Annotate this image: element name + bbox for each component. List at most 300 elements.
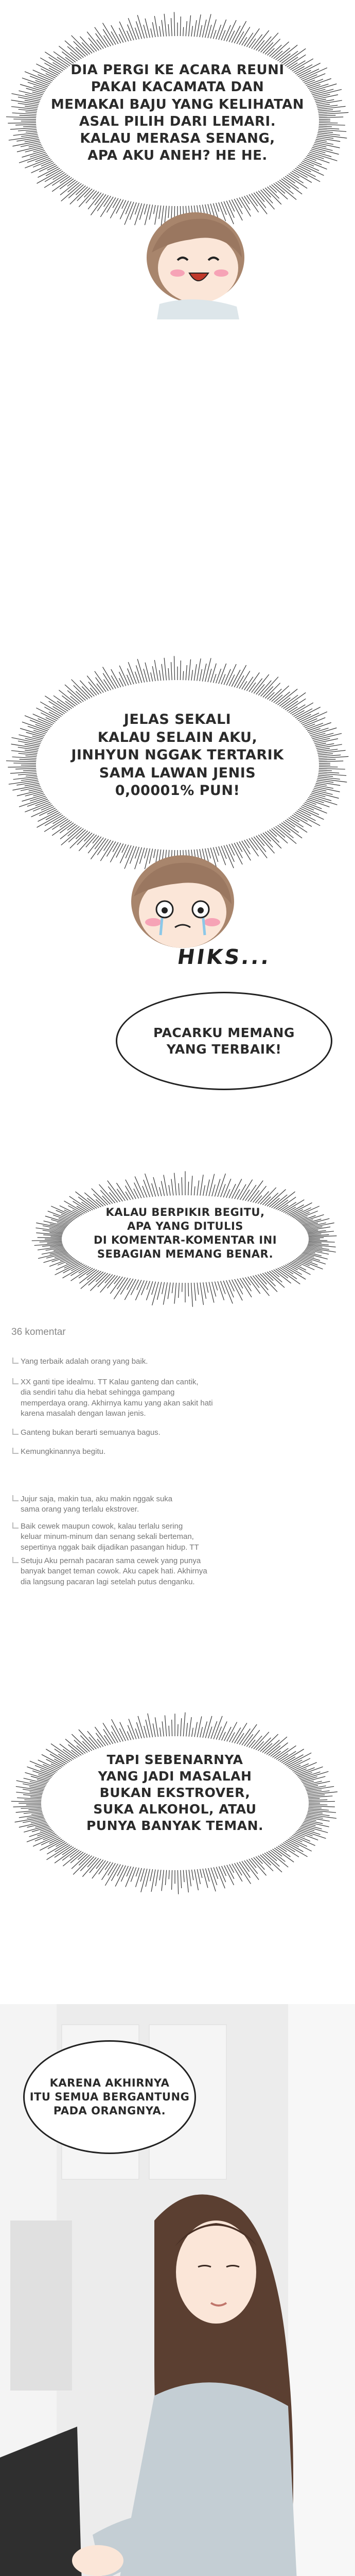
emanata-line: [191, 26, 193, 36]
emanata-line: [319, 115, 336, 116]
emanata-line: [13, 1806, 42, 1807]
emanata-line: [111, 31, 118, 44]
emanata-line: [113, 198, 118, 208]
emanata-line: [23, 126, 37, 127]
emanata-line: [188, 1283, 189, 1296]
emanata-line: [243, 1190, 250, 1200]
emanata-line: [197, 1283, 199, 1295]
emanata-line: [192, 1870, 193, 1880]
emanata-line: [194, 1187, 195, 1196]
emanata-line: [267, 831, 279, 843]
emanata-line: [295, 1833, 305, 1837]
emanata-line: [200, 1727, 203, 1737]
emanata-line: [141, 1869, 147, 1892]
emanata-line: [59, 690, 77, 705]
emanata-line: [57, 1223, 68, 1225]
emanata-line: [59, 46, 77, 61]
emanata-line: [70, 831, 88, 849]
emanata-line: [307, 799, 329, 807]
emanata-line: [216, 25, 221, 39]
emanata-line: [232, 1864, 242, 1882]
emanata-line: [319, 126, 332, 127]
emanata-line: [52, 822, 72, 836]
emanata-line: [60, 825, 78, 839]
emanata-line: [31, 1820, 45, 1823]
emanata-line: [162, 1282, 165, 1294]
emanata-line: [146, 1281, 152, 1300]
emanata-line: [181, 1718, 182, 1736]
emanata-line: [97, 40, 103, 48]
emanata-line: [253, 1276, 270, 1296]
emanata-line: [188, 1182, 189, 1195]
emanata-line: [41, 805, 53, 810]
emanata-line: [210, 20, 216, 39]
emanata-line: [55, 1844, 68, 1852]
emanata-line: [77, 188, 90, 201]
emanata-line: [299, 164, 324, 175]
emanata-line: [70, 187, 88, 205]
emanata-line: [270, 829, 277, 836]
emanata-line: [318, 755, 341, 756]
emanata-line: [121, 1866, 128, 1882]
emanata-line: [52, 178, 72, 192]
emanata-line: [159, 1187, 162, 1196]
emanata-line: [34, 1243, 62, 1245]
emanata-line: [309, 1240, 328, 1241]
emanata-line: [43, 1230, 63, 1233]
emanata-line: [94, 1194, 106, 1206]
emanata-line: [258, 681, 271, 696]
emanata-line: [110, 1277, 122, 1294]
emanata-line: [47, 1242, 62, 1243]
emanata-line: [209, 1174, 215, 1196]
emanata-line: [229, 1184, 236, 1198]
emanata-line: [316, 744, 342, 749]
emanata-line: [102, 1862, 113, 1880]
emanata-line: [12, 113, 37, 114]
emanata-line: [104, 196, 111, 207]
emanata-line: [191, 1176, 192, 1195]
emanata-line: [229, 1280, 234, 1291]
emanata-line: [280, 1845, 299, 1857]
emanata-line: [152, 22, 155, 37]
emanata-line: [313, 734, 342, 741]
emanata-line: [147, 1281, 150, 1290]
emanata-line: [137, 15, 145, 38]
emanata-line: [174, 1283, 176, 1304]
emanata-line: [318, 110, 333, 111]
emanata-line: [191, 670, 193, 680]
emanata-line: [29, 1792, 42, 1793]
emanata-line: [224, 1727, 231, 1741]
emanata-line: [267, 187, 279, 199]
emanata-line: [239, 1862, 250, 1878]
emanata-line: [197, 1180, 199, 1195]
emanata-line: [203, 1282, 206, 1299]
emanata-line: [119, 672, 126, 686]
emanata-line: [229, 31, 235, 42]
emanata-line: [313, 90, 342, 97]
emanata-line: [182, 1283, 183, 1292]
emanata-line: [127, 1279, 133, 1290]
emanata-line: [265, 188, 281, 205]
emanata-line: [289, 818, 304, 827]
emanata-line: [224, 669, 230, 685]
emanata-line: [276, 48, 290, 60]
emanata-line: [283, 178, 299, 189]
emanata-line: [215, 1179, 220, 1196]
emanata-line: [213, 30, 216, 39]
emanata-line: [97, 195, 108, 211]
emanata-line: [239, 671, 250, 688]
emanata-line: [318, 772, 339, 773]
emanata-line: [40, 1241, 62, 1242]
emanata-line: [108, 1180, 123, 1201]
emanata-line: [186, 665, 187, 680]
emanata-line: [104, 680, 111, 690]
emanata-line: [272, 686, 289, 702]
emanata-line: [110, 199, 120, 218]
emanata-line: [32, 1771, 51, 1777]
emanata-line: [296, 1768, 314, 1775]
emanata-line: [293, 1834, 310, 1841]
emanata-line: [306, 1786, 326, 1789]
emanata-line: [168, 668, 169, 680]
comment-item: Jujur saja, makin tua, aku makin nggak suka sama orang yang terlalu ekstrover.: [21, 1494, 329, 1515]
emanata-line: [114, 1276, 120, 1284]
emanata-line: [30, 1797, 42, 1798]
emanata-line: [315, 785, 333, 789]
emanata-line: [194, 20, 197, 37]
emanata-line: [90, 1859, 101, 1873]
emanata-line: [47, 809, 57, 814]
emanata-line: [249, 683, 256, 692]
emanata-line: [318, 131, 333, 132]
comment-item: XX ganti tipe idealmu. TT Kalau ganteng dan cantik, dia sendiri tahu dia hebat sehingga gampang memperdaya orang. Akhirnya kamu yang akan sakit hati karena masalah dengan lawan jenis.: [21, 1377, 329, 1419]
emanata-line: [25, 738, 42, 742]
emanata-line: [164, 1175, 167, 1195]
emanata-line: [31, 1813, 43, 1815]
emanata-line: [315, 141, 333, 145]
emanata-line: [112, 1732, 118, 1742]
emanata-line: [128, 1725, 133, 1740]
chibi-girl-laughing: [129, 196, 262, 319]
bubble-text-5: TAPI SEBENARNYA YANG JADI MASALAH BUKAN EKSTROVER, SUKA ALKOHOL, ATAU PUNYA BANYAK TEMAN.: [86, 1752, 264, 1833]
emanata-line: [16, 1792, 42, 1795]
emanata-line: [21, 143, 41, 147]
emanata-line: [308, 1809, 329, 1810]
emanata-line: [15, 124, 36, 125]
emanata-line: [65, 701, 74, 707]
emanata-line: [148, 1714, 153, 1737]
emanata-line: [84, 189, 92, 197]
emanata-line: [261, 677, 278, 697]
emanata-line: [289, 174, 304, 183]
emanata-line: [136, 1868, 142, 1887]
emanata-line: [97, 684, 103, 692]
emanata-line: [263, 833, 271, 841]
emanata-line: [145, 663, 150, 682]
emanata-line: [269, 1271, 282, 1282]
emanata-line: [6, 117, 36, 118]
emanata-line: [93, 836, 99, 843]
emanata-line: [189, 15, 191, 37]
emanata-line: [23, 770, 37, 771]
comment-count: 36 komentar: [11, 1327, 66, 1337]
emanata-line: [194, 1722, 197, 1737]
emanata-line: [272, 42, 289, 58]
emanata-line: [162, 20, 164, 37]
emanata-line: [150, 1869, 153, 1881]
emanata-line: [226, 1189, 230, 1198]
emanata-line: [144, 1180, 150, 1197]
emanata-line: [299, 1772, 321, 1778]
emanata-line: [219, 1867, 226, 1882]
emanata-line: [254, 837, 266, 852]
emanata-line: [19, 753, 37, 755]
emanata-line: [255, 1196, 261, 1203]
emanata-line: [134, 1182, 141, 1198]
emanata-line: [211, 1868, 217, 1885]
emanata-line: [13, 119, 36, 120]
emanata-line: [279, 1267, 296, 1279]
emanata-line: [90, 44, 97, 51]
emanata-line: [171, 662, 172, 680]
emanata-line: [267, 692, 274, 700]
emanata-line: [229, 1733, 235, 1742]
emanata-line: [205, 14, 211, 38]
emanata-line: [21, 787, 41, 791]
emanata-line: [20, 84, 45, 92]
emanata-line: [215, 1282, 217, 1291]
emanata-line: [246, 672, 259, 691]
emanata-line: [299, 1828, 321, 1835]
emanata-line: [316, 100, 342, 105]
emanata-line: [267, 48, 274, 56]
emanata-line: [307, 1813, 329, 1816]
emanata-line: [270, 689, 282, 700]
emanata-line: [229, 675, 235, 686]
bubble-text-4: KALAU BERPIKIR BEGITU, APA YANG DITULIS DI KOMENTAR-KOMENTAR INI SEBAGIAN MEMANG BENAR.: [93, 1206, 277, 1260]
emanata-line: [72, 1854, 87, 1869]
emanata-line: [162, 664, 164, 681]
emanata-line: [67, 46, 81, 59]
emanata-line: [153, 1723, 155, 1737]
emanata-line: [240, 1180, 252, 1200]
emanata-line: [306, 801, 316, 804]
emanata-line: [235, 1723, 247, 1743]
emanata-line: [318, 756, 348, 758]
emanata-line: [67, 690, 81, 703]
emanata-line: [303, 805, 314, 810]
emanata-line: [168, 1282, 170, 1299]
emanata-line: [20, 728, 45, 736]
emanata-line: [245, 1185, 256, 1201]
emanata-line: [281, 1844, 295, 1852]
emanata-line: [309, 1241, 335, 1242]
emanata-line: [245, 1277, 251, 1285]
emanata-line: [104, 36, 111, 46]
emanata-line: [18, 129, 37, 131]
emanata-line: [224, 25, 230, 41]
emanata-line: [97, 839, 108, 855]
emanata-line: [249, 1740, 255, 1748]
emanata-line: [211, 1721, 217, 1739]
emanata-line: [254, 1857, 264, 1870]
emanata-line: [100, 1190, 113, 1204]
emanata-line: [227, 1865, 234, 1879]
emanata-line: [9, 780, 38, 784]
emanata-line: [23, 1794, 42, 1796]
emanata-line: [128, 669, 134, 685]
emanata-line: [316, 138, 341, 141]
comment-item: Kemungkinannya begitu.: [21, 1447, 329, 1457]
emanata-line: [152, 666, 155, 681]
emanata-line: [26, 775, 37, 776]
emanata-line: [135, 1728, 139, 1739]
emanata-line: [169, 1185, 170, 1195]
emanata-line: [189, 1717, 191, 1737]
emanata-line: [159, 26, 161, 37]
emanata-line: [115, 1866, 126, 1887]
emanata-line: [15, 768, 36, 769]
emanata-line: [316, 783, 327, 785]
emanata-line: [292, 1836, 315, 1846]
emanata-line: [100, 197, 113, 217]
emanata-line: [246, 28, 259, 47]
emanata-line: [52, 819, 68, 829]
emanata-line: [290, 817, 299, 822]
emanata-line: [208, 25, 211, 38]
emanata-line: [300, 1771, 329, 1780]
emanata-line: [25, 106, 38, 108]
emanata-line: [151, 672, 153, 681]
emanata-line: [88, 837, 101, 853]
emanata-line: [117, 1865, 123, 1876]
emanata-line: [32, 1240, 62, 1241]
emanata-line: [252, 679, 262, 692]
emanata-line: [154, 660, 158, 681]
emanata-line: [283, 822, 299, 833]
emanata-line: [249, 1859, 256, 1868]
emanata-line: [19, 1821, 46, 1827]
bubble-text-3: PACARKU MEMANG YANG TERBAIK!: [153, 1025, 295, 1057]
emanata-line: [314, 94, 330, 98]
emanata-line: [136, 665, 142, 683]
emanata-line: [60, 181, 78, 195]
emanata-line: [161, 1181, 164, 1196]
emanata-line: [18, 741, 40, 745]
emanata-line: [183, 27, 184, 37]
emanata-line: [206, 1180, 209, 1196]
emanata-line: [316, 139, 327, 141]
emanata-line: [19, 1815, 43, 1818]
emanata-line: [177, 1724, 178, 1736]
emanata-line: [239, 27, 250, 44]
emanata-line: [168, 24, 169, 36]
emanata-line: [131, 1867, 136, 1882]
emanata-line: [216, 669, 221, 683]
emanata-line: [252, 35, 262, 48]
emanata-line: [258, 37, 271, 52]
emanata-line: [312, 147, 339, 155]
emanata-line: [11, 1801, 41, 1802]
emanata-line: [310, 84, 336, 92]
emanata-line: [311, 149, 326, 153]
emanata-line: [189, 1870, 191, 1886]
emanata-line: [84, 1193, 101, 1207]
emanata-line: [203, 1185, 205, 1196]
emanata-line: [318, 775, 333, 776]
emanata-line: [111, 675, 118, 688]
emanata-line: [64, 1261, 79, 1268]
emanata-line: [119, 28, 126, 42]
emanata-line: [189, 659, 191, 681]
emanata-line: [312, 791, 339, 799]
emanata-line: [90, 688, 97, 695]
emanata-line: [67, 180, 76, 186]
emanata-line: [162, 1721, 164, 1736]
emanata-line: [55, 1846, 72, 1857]
emanata-line: [9, 136, 38, 140]
emanata-line: [194, 664, 197, 681]
emanata-line: [35, 1824, 47, 1827]
emanata-line: [60, 179, 74, 189]
emanata-line: [145, 19, 150, 38]
emanata-line: [171, 18, 172, 36]
emanata-line: [21, 1807, 41, 1808]
emanata-line: [239, 1728, 250, 1744]
emanata-line: [206, 1282, 208, 1293]
emanata-line: [154, 16, 158, 37]
emanata-line: [252, 838, 267, 858]
emanata-line: [308, 1807, 322, 1808]
emanata-line: [308, 1795, 325, 1797]
emanata-line: [25, 750, 38, 752]
emanata-line: [242, 37, 247, 45]
emanata-line: [216, 1726, 221, 1739]
emanata-line: [54, 696, 72, 708]
emanata-line: [82, 1858, 98, 1877]
emanata-line: [6, 761, 36, 762]
emanata-line: [303, 1823, 316, 1826]
emanata-line: [227, 1722, 237, 1741]
emanata-line: [137, 659, 145, 682]
emanata-line: [172, 1283, 173, 1293]
emanata-line: [191, 1283, 193, 1307]
emanata-line: [98, 1274, 110, 1287]
emanata-line: [226, 1280, 234, 1297]
emanata-line: [18, 773, 37, 775]
emanata-line: [200, 25, 202, 37]
bubble-text-1: DIA PERGI KE ACARA REUNI PAKAI KACAMATA DAN MEMAKAI BAJU YANG KELIHATAN ASAL PILIH DARI LEMARI. KALAU MERASA SENANG, APA AKU ANEH? HE HE.: [50, 62, 305, 164]
emanata-line: [276, 692, 290, 704]
emanata-line: [317, 106, 345, 109]
emanata-line: [10, 772, 37, 773]
emanata-line: [20, 115, 37, 116]
emanata-line: [205, 1716, 211, 1738]
emanata-line: [33, 804, 51, 811]
emanata-line: [209, 1282, 214, 1302]
comment-item: Setuju Aku pernah pacaran sama cewek yang punya banyak banget teman cowok. Aku capek hati. Akhirnya dia langsung pacaran lagi setelah putus denganku.: [21, 1556, 329, 1587]
bubble-text-2: JELAS SEKALI KALAU SELAIN AKU, JINHYUN NGGAK TERTARIK SAMA LAWAN JENIS 0,00001% PUN!: [71, 711, 284, 799]
emanata-line: [60, 823, 74, 833]
emanata-line: [183, 671, 184, 681]
emanata-line: [47, 1842, 66, 1854]
emanata-line: [237, 1279, 243, 1289]
emanata-line: [159, 1870, 161, 1880]
emanata-line: [270, 45, 282, 56]
